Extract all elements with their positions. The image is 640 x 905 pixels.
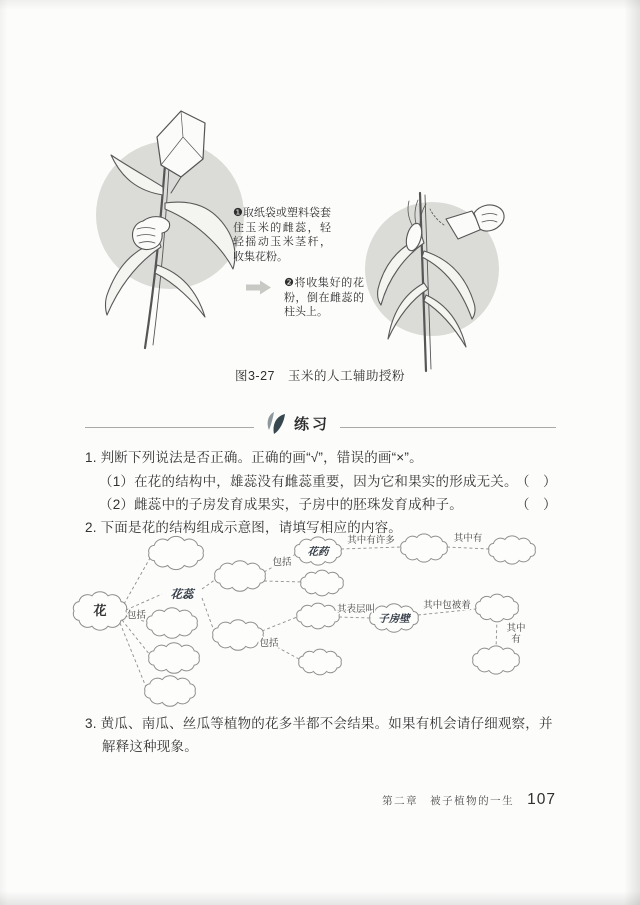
diagram-connector [447,547,489,549]
cloud-blank-node [145,676,196,707]
cloud-blank-node [147,608,198,639]
diagram-relation-label: 其中包被着 [423,600,471,611]
corn-pollination-step2-illustration [350,185,520,377]
cloud-blank-node [149,643,200,674]
diagram-relation-label: 包括 [259,638,279,649]
arrow-right-icon [246,280,272,295]
question-1: 1. 判断下列说法是否正确。正确的画“√”，错误的画“×”。 [85,450,423,465]
scan-edge-shade [0,0,640,10]
figure-step2-text: ❷将收集好的花粉，倒在雌蕊的柱头上。 [284,277,364,318]
cloud-blank-node [297,603,340,629]
cloud-blank-node [401,534,448,562]
figure-caption: 图3-27 玉米的人工辅助授粉 [234,369,406,383]
cloud-blank-node [215,561,266,592]
diagram-relation-label: 包括 [127,610,147,621]
diagram-relation-label: 其中有 [506,623,526,645]
exercise-section-badge [254,410,340,436]
diagram-relation-label: 包括 [272,557,292,568]
question-1-sub-1: （1）在花的结构中，雄蕊没有雌蕊重要，因为它和果实的形成无关。 [99,474,518,489]
diagram-connector [202,598,214,631]
scan-edge-shade [624,0,640,905]
question-2: 2. 下面是花的结构组成示意图，请填写相应的内容。 [85,520,403,535]
cloud-node-label: 花药 [307,546,329,558]
diagram-connector [122,620,150,655]
cloud-blank-node [299,649,342,675]
page-footer [382,791,556,809]
scan-edge-shade [0,891,640,905]
scan-edge-shade [0,0,8,905]
exercise-section-title: 练习 [294,415,331,433]
cloud-blank-node [301,570,344,596]
page-number: 107 [527,791,556,808]
diagram-relation-label: 其中有许多 [347,535,395,546]
diagram-connector [496,619,497,649]
handwritten-answer-label: 花蕊 [170,589,194,601]
leaf-mark-icon [264,410,288,436]
diagram-connector [262,617,297,631]
diagram-connector [124,558,150,604]
cloud-node-label: 子房壁 [378,613,410,625]
chapter-title: 第二章 被子植物的一生 [382,795,515,807]
cloud-blank-node [149,536,204,569]
flower-structure-diagram [70,532,570,712]
diagram-connector [126,594,162,610]
cloud-node-label: 花 [93,603,107,618]
figure-step1-text: ❶取纸袋或塑料袋套住玉米的雌蕊，轻轻摇动玉米茎秆，收集花粉。 [233,207,331,263]
cloud-blank-node [476,594,519,622]
cloud-blank-node [213,620,264,651]
diagram-connector [341,547,401,549]
diagram-connector [120,623,146,687]
question-1-sub-2: （2）雌蕊中的子房发育成果实，子房中的胚珠发育成种子。 [99,497,463,512]
answer-blank-2: （ ） [516,497,557,512]
diagram-relation-label: 其中有 [453,533,483,544]
cloud-blank-node [489,536,536,564]
question-3: 3. 黄瓜、南瓜、丝瓜等植物的花多半都不会结果。如果有机会请仔细观察，并解释这种现象。 [85,716,553,754]
diagram-connector [339,617,370,618]
cloud-blank-node [473,646,520,674]
diagram-connector [202,579,216,589]
diagram-connector [264,581,302,582]
diagram-relation-label: 其表层叫 [336,604,376,615]
answer-blank-1: （ ） [516,474,557,489]
